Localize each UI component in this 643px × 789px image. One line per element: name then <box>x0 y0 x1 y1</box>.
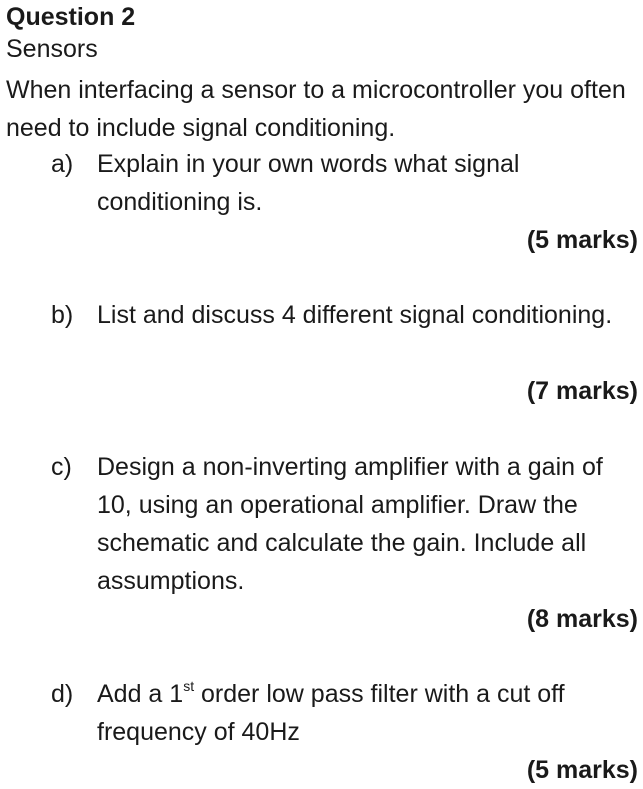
part-a-letter: a) <box>51 150 74 178</box>
part-d-text-before: Add a 1 <box>97 680 184 708</box>
part-c-marks: (8 marks) <box>526 605 638 633</box>
part-d-marks: (5 marks) <box>526 756 638 784</box>
part-d-text <box>97 675 642 751</box>
question-intro: When interfacing a sensor to a microcontroller you often need to include signal conditioning. <box>6 76 626 142</box>
part-d-letter: d) <box>51 680 74 708</box>
question-topic: Sensors <box>6 35 98 63</box>
part-b-letter: b) <box>51 301 74 329</box>
part-d-text-after: order low pass filter with a cut off frequency of 40Hz <box>97 680 565 746</box>
part-a-marks: (5 marks) <box>526 226 638 254</box>
part-b-text: List and discuss 4 different signal conditioning. <box>97 301 613 329</box>
part-a-text: Explain in your own words what signal conditioning is. <box>97 150 520 216</box>
part-b-marks: (7 marks) <box>526 377 638 405</box>
question-title: Question 2 <box>6 3 136 31</box>
part-c-text: Design a non-inverting amplifier with a gain of 10, using an operational amplifier. Draw the schematic and calculate the gain. Include all assumptions. <box>97 453 603 595</box>
part-d-text-superscript: st <box>183 677 195 694</box>
part-c-letter: c) <box>51 453 72 481</box>
